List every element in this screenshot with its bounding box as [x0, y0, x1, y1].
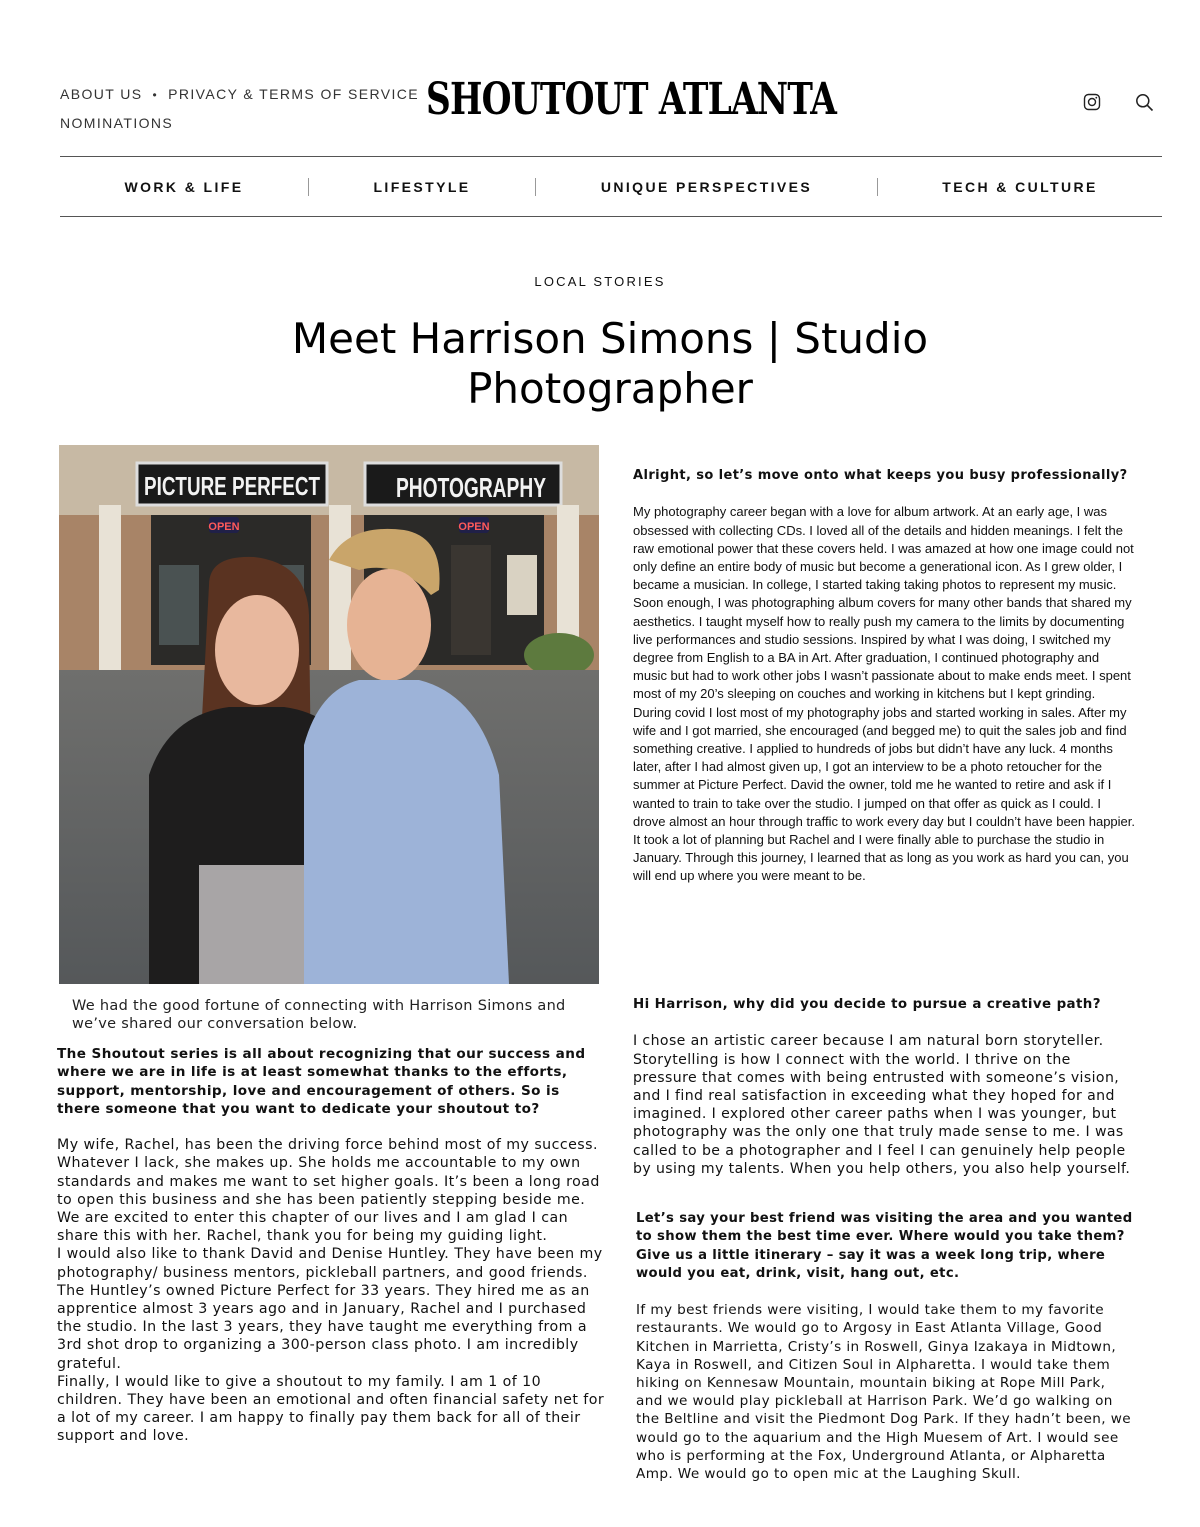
- nav-nominations[interactable]: NOMINATIONS: [60, 115, 174, 131]
- qa-block-professional: [633, 467, 1135, 886]
- nav-separator: •: [152, 88, 159, 102]
- answer-itinerary: If my best friends were visiting, I would take them to my favorite restaurants. We would go to Argosy in East Atlanta Village, Good Kitchen in Marrietta, Cristy’s in Roswell, Ginya Izakaya in Midtown, Kaya in Roswell, and Citizen Soul in Alpharetta. I would take them hiking on Kennesaw Mountain, mountain biking at Rope Mill Park, and we would play pickleball at Harrison Park. We’d go walking on the Beltline and visit the Piedmont Dog Park. If they hadn’t been, we would go to the aquarium and the High Muesem of Art. I would see who is performing at the Fox, Underground Atlanta, or Alpharetta Amp. We would go to open mic at the Laughing Skull.: [636, 1302, 1132, 1483]
- photo-open-sign-2: OPEN: [458, 521, 490, 533]
- search-icon[interactable]: [1135, 93, 1155, 113]
- intro-caption: We had the good fortune of connecting with Harrison Simons and we’ve shared our conversation below.: [72, 998, 566, 1032]
- photo-sign-right: PHOTOGRAPHY: [396, 472, 547, 503]
- nav-privacy-terms[interactable]: PRIVACY & TERMS OF SERVICE: [168, 86, 419, 102]
- article-photo: [59, 445, 599, 984]
- top-nav: [60, 80, 419, 137]
- question-professional: Alright, so let’s move onto what keeps you busy professionally?: [633, 468, 1128, 483]
- category-lifestyle[interactable]: LIFESTYLE: [373, 179, 471, 195]
- qa-block-itinerary: [636, 1210, 1134, 1483]
- category-work-life[interactable]: WORK & LIFE: [124, 179, 244, 195]
- question-shoutout: The Shoutout series is all about recognizing that our success and where we are in life is at least somewhat thanks to the efforts, support, mentorship, love and encouragement of others. So is there someone that you want to dedicate your shoutout to?: [57, 1046, 586, 1117]
- qa-block-creative: [633, 996, 1133, 1178]
- answer-professional: My photography career began with a love for album artwork. At an early age, I was obsessed with collecting CDs. I loved all of the details and hidden meanings. I felt the raw emotional power that these covers held. I was amazed at how one image could not only define an entire body of music but become a generational icon. As I grew older, I became a musician. In college, I started taking taking photos to represent my music. Soon enough, I was photographing album covers for many other bands that shared my aesthetics. I taught myself how to really push my camera to the limits by documenting live performances and studio sessions. Inspired by what I was doing, I switched my degree from English to a BA in Art. After graduation, I continued photography and music but had to work other jobs I wasn’t passionate about to make ends meet. I spent most of my 20’s sleeping on couches and working in kitchens but I kept grinding. During covid I lost most of my photography jobs and started working in sales. After my wife and I got married, she encouraged (and begged me) to quit the sales job and find something creative. I applied to hundreds of jobs but didn’t have any luck. 4 months later, after I had almost given up, I got an interview to be a photo retoucher for the summer at Picture Perfect. David the owner, told me he wanted to retire and ask if I wanted to train to take over the studio. I jumped on that offer as quick as I could. I drove almost an hour through traffic to work every day but I couldn’t have been happier. It took a lot of planning but Rachel and I were finally able to purchase the studio in January. Through this journey, I learned that as long as you work as hard you can, you will end up where you were meant to be.: [633, 504, 1136, 884]
- nav-about-us[interactable]: ABOUT US: [60, 86, 143, 102]
- site-logo[interactable]: SHOUTOUT ATLANTA: [426, 74, 837, 125]
- photo-sign-left: PICTURE PERFECT: [144, 471, 321, 501]
- header-rule-bottom: [60, 216, 1162, 217]
- qa-block-shoutout: [57, 1045, 605, 1446]
- answer-creative: I chose an artistic career because I am natural born storyteller. Storytelling is how I connect with the world. I thrive on the pressure that comes with being entrusted with someone’s vision, and I find real satisfaction in exceeding what they hoped for and imagined. I explored other career paths when I was younger, but photography was the only one that truly made sense to me. I was called to be a photographer and I feel I can genuinely help people by using my talents. When you help others, you also help yourself.: [633, 1033, 1131, 1177]
- article-kicker[interactable]: LOCAL STORIES: [534, 274, 666, 289]
- category-nav: [60, 158, 1162, 216]
- category-unique-perspectives[interactable]: UNIQUE PERSPECTIVES: [600, 179, 813, 195]
- photo-illustration: [59, 445, 599, 984]
- page-title: Meet Harrison Simons | Studio Photographer: [291, 314, 929, 413]
- instagram-icon[interactable]: [1083, 93, 1103, 113]
- question-creative: Hi Harrison, why did you decide to pursue a creative path?: [633, 997, 1101, 1012]
- category-tech-culture[interactable]: TECH & CULTURE: [942, 179, 1098, 195]
- question-itinerary: Let’s say your best friend was visiting the area and you wanted to show them the best time ever. Where would you take them? Give us a little itinerary – say it was a week long trip, where would you eat, drink, visit, hang out, etc.: [636, 1211, 1133, 1281]
- header-rule-top: [60, 156, 1162, 157]
- answer-shoutout: My wife, Rachel, has been the driving force behind most of my success. Whatever I lack, she makes up. She holds me accountable to my own standards and makes me want to set higher goals. It’s been a long road to open this business and she has been patiently stepping beside me. We are excited to enter this chapter of our lives and I am glad I can share this with her. Rachel, thank you for being my guiding light. I would also like to thank David and Denise Huntley. They have been my photography/ business mentors, pickleball partners, and good friends. The Huntley’s owned Picture Perfect for 33 years. They hired me as an apprentice almost 3 years ago and in January, Rachel and I purchased the studio. In the last 3 years, they have taught me everything from a 3rd shot drop to organizing a 300-person class photo. I am incredibly grateful. Finally, I would like to give a shoutout to my family. I am 1 of 10 children. They have been an emotional and often financial safety net for a lot of my career. I am happy to finally pay them back for all of their support and love.: [57, 1137, 605, 1445]
- photo-open-sign: OPEN: [208, 521, 240, 533]
